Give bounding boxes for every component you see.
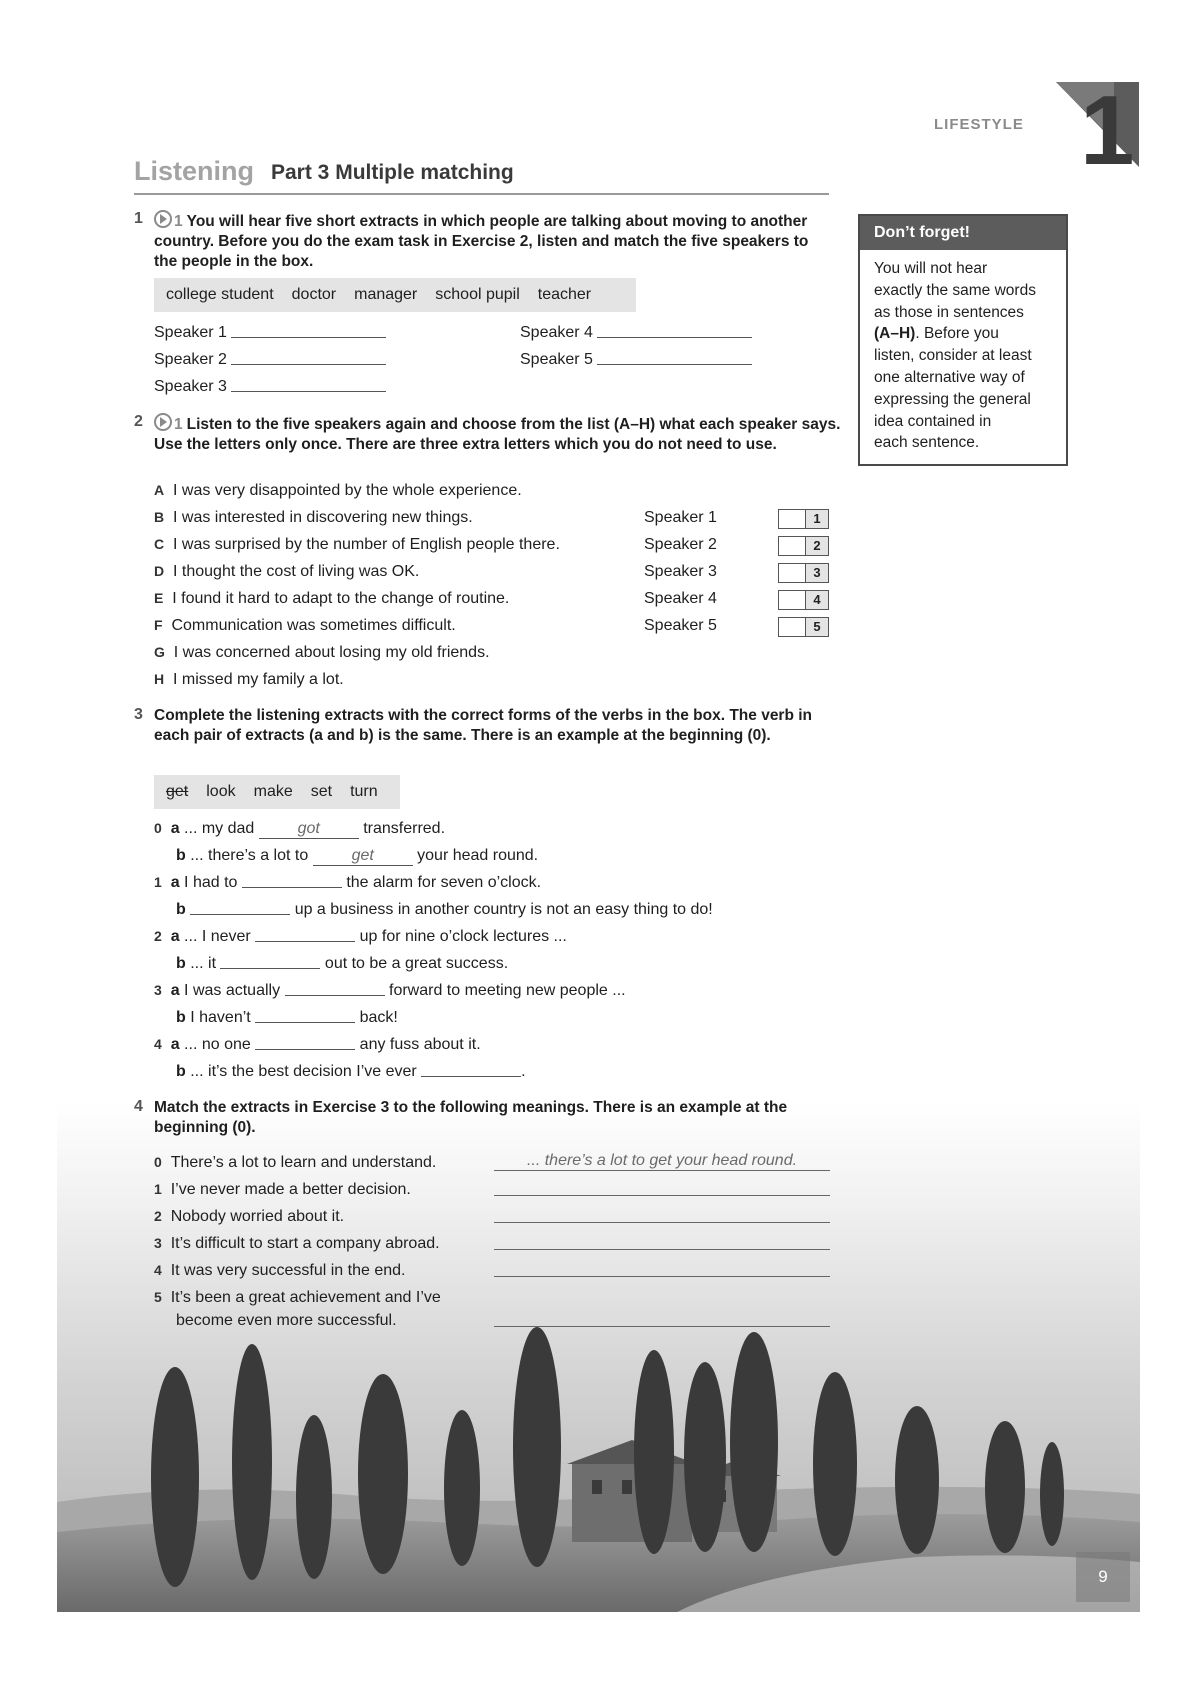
dont-forget-text: You will not hear exactly the same words as those in sentences (A–H). Before you listen, consider at least one alternative way of expressing the general idea contained in each sentence. bbox=[874, 260, 1036, 452]
meaning-item: 0 There’s a lot to learn and understand. bbox=[154, 1154, 437, 1171]
speaker-line[interactable]: Speaker 4 bbox=[520, 324, 752, 342]
gap-fill-item: b ... it out to be a great success. bbox=[176, 955, 509, 972]
word-box-item: set bbox=[310, 783, 333, 800]
track-number: 1 bbox=[174, 416, 183, 433]
meaning-item: 3 It’s difficult to start a company abroad. bbox=[154, 1235, 440, 1252]
answer-box[interactable]: 1 bbox=[778, 509, 829, 529]
option-item: A I was very disappointed by the whole experience. bbox=[154, 482, 522, 499]
word-box-item: get bbox=[166, 783, 189, 800]
speaker-label: Speaker 4 bbox=[644, 590, 717, 607]
speaker-line[interactable]: Speaker 5 bbox=[520, 351, 752, 369]
option-item: C I was surprised by the number of English people there. bbox=[154, 536, 560, 553]
answer-gap[interactable] bbox=[242, 886, 342, 888]
audio-play-icon[interactable] bbox=[154, 413, 172, 431]
exercise-3-number: 3 bbox=[134, 706, 143, 723]
word-box-item: manager bbox=[354, 286, 418, 303]
word-box-item: teacher bbox=[537, 286, 592, 303]
meaning-item: 4 It was very successful in the end. bbox=[154, 1262, 406, 1279]
answer-gap[interactable] bbox=[421, 1075, 521, 1077]
exercise-1-instruction: 1 You will hear five short extracts in which people are talking about moving to another country. Before you do the exam task in Exercise 2, listen and match the five speakers to the people in the box. bbox=[154, 210, 834, 272]
gap-fill-item: 3 a I was actually forward to meeting new people ... bbox=[154, 982, 626, 999]
speaker-label: Speaker 3 bbox=[644, 563, 717, 580]
option-item: F Communication was sometimes difficult. bbox=[154, 617, 456, 634]
answer-line[interactable] bbox=[494, 1325, 830, 1327]
speaker-line[interactable]: Speaker 1 bbox=[154, 324, 386, 342]
word-box-item: turn bbox=[350, 783, 378, 800]
page-number: 9 bbox=[1076, 1552, 1130, 1602]
option-item: G I was concerned about losing my old friends. bbox=[154, 644, 490, 661]
speaker-label: Speaker 1 bbox=[644, 509, 717, 526]
exercise-4-instruction: Match the extracts in Exercise 3 to the following meanings. There is an example at the beginning (0). bbox=[154, 1099, 788, 1136]
answer-line[interactable] bbox=[494, 1275, 830, 1277]
exercise-3-instruction: Complete the listening extracts with the correct forms of the verbs in the box. The verb in each pair of extracts (a and b) is the same. There is an example at the beginning (0). bbox=[154, 707, 813, 744]
answer-gap[interactable] bbox=[220, 967, 320, 969]
exercise-1-number: 1 bbox=[134, 210, 143, 227]
meaning-item: 2 Nobody worried about it. bbox=[154, 1208, 345, 1225]
track-number: 1 bbox=[174, 213, 183, 230]
dont-forget-box bbox=[858, 214, 1068, 466]
speaker-label: Speaker 5 bbox=[644, 617, 717, 634]
answer-box[interactable]: 4 bbox=[778, 590, 829, 610]
tuscany-landscape-image bbox=[57, 1102, 1140, 1612]
option-item: H I missed my family a lot. bbox=[154, 671, 344, 688]
answer-box[interactable]: 2 bbox=[778, 536, 829, 556]
word-box-item: look bbox=[206, 783, 236, 800]
answer-line[interactable] bbox=[494, 1194, 830, 1196]
meaning-item: 1 I’ve never made a better decision. bbox=[154, 1181, 411, 1198]
speaker-label: Speaker 2 bbox=[644, 536, 717, 553]
meaning-item-continued: become even more successful. bbox=[176, 1312, 397, 1329]
gap-fill-item: b up a business in another country is not an easy thing to do! bbox=[176, 901, 713, 918]
unit-number-badge bbox=[1056, 82, 1139, 167]
word-box-item: school pupil bbox=[435, 286, 520, 303]
answer-line[interactable] bbox=[494, 1248, 830, 1250]
answer-gap[interactable] bbox=[255, 1021, 355, 1023]
gap-fill-item: b ... it’s the best decision I’ve ever . bbox=[176, 1063, 526, 1080]
word-box-item: doctor bbox=[291, 286, 337, 303]
word-box-item: make bbox=[253, 783, 293, 800]
meaning-item: 5 It’s been a great achievement and I’ve bbox=[154, 1289, 441, 1306]
page-subtitle: Part 3 Multiple matching bbox=[271, 161, 514, 184]
word-box-3 bbox=[154, 775, 400, 809]
example-answer: got bbox=[259, 820, 359, 839]
exercise-2-instruction: 1 Listen to the five speakers again and choose from the list (A–H) what each speaker says. Use the letters only once. There are three extra letters which you do not need to use. bbox=[154, 413, 844, 455]
title-divider bbox=[134, 193, 829, 195]
speaker-line[interactable]: Speaker 2 bbox=[154, 351, 386, 369]
gap-fill-item: 1 a I had to the alarm for seven o’clock. bbox=[154, 874, 542, 891]
dont-forget-title: Don’t forget! bbox=[860, 216, 1066, 250]
exercise-4-number: 4 bbox=[134, 1098, 143, 1115]
word-box-1 bbox=[154, 278, 636, 312]
answer-gap[interactable] bbox=[255, 1048, 355, 1050]
example-answer: ... there’s a lot to get your head round. bbox=[494, 1152, 830, 1171]
gap-fill-item: 2 a ... I never up for nine o’clock lectures ... bbox=[154, 928, 567, 945]
answer-line[interactable] bbox=[494, 1221, 830, 1223]
answer-gap[interactable] bbox=[190, 913, 290, 915]
answer-gap[interactable] bbox=[285, 994, 385, 996]
unit-number: 1 bbox=[1080, 82, 1135, 167]
answer-box[interactable]: 5 bbox=[778, 617, 829, 637]
page-title: Listening bbox=[134, 156, 254, 186]
option-item: D I thought the cost of living was OK. bbox=[154, 563, 420, 580]
option-item: B I was interested in discovering new things. bbox=[154, 509, 473, 526]
gap-fill-item: b I haven’t back! bbox=[176, 1009, 398, 1026]
exercise-2-number: 2 bbox=[134, 413, 143, 430]
option-item: E I found it hard to adapt to the change of routine. bbox=[154, 590, 510, 607]
audio-play-icon[interactable] bbox=[154, 210, 172, 228]
answer-box[interactable]: 3 bbox=[778, 563, 829, 583]
example-answer: get bbox=[313, 847, 413, 866]
word-box-item: college student bbox=[166, 286, 274, 303]
gap-fill-item: 4 a ... no one any fuss about it. bbox=[154, 1036, 481, 1053]
gap-fill-item: 0 a ... my dad got transferred. bbox=[154, 820, 446, 837]
speaker-line[interactable]: Speaker 3 bbox=[154, 378, 386, 396]
section-label: LIFESTYLE bbox=[934, 116, 1024, 133]
gap-fill-item: b ... there’s a lot to get your head round. bbox=[176, 847, 539, 864]
answer-gap[interactable] bbox=[255, 940, 355, 942]
